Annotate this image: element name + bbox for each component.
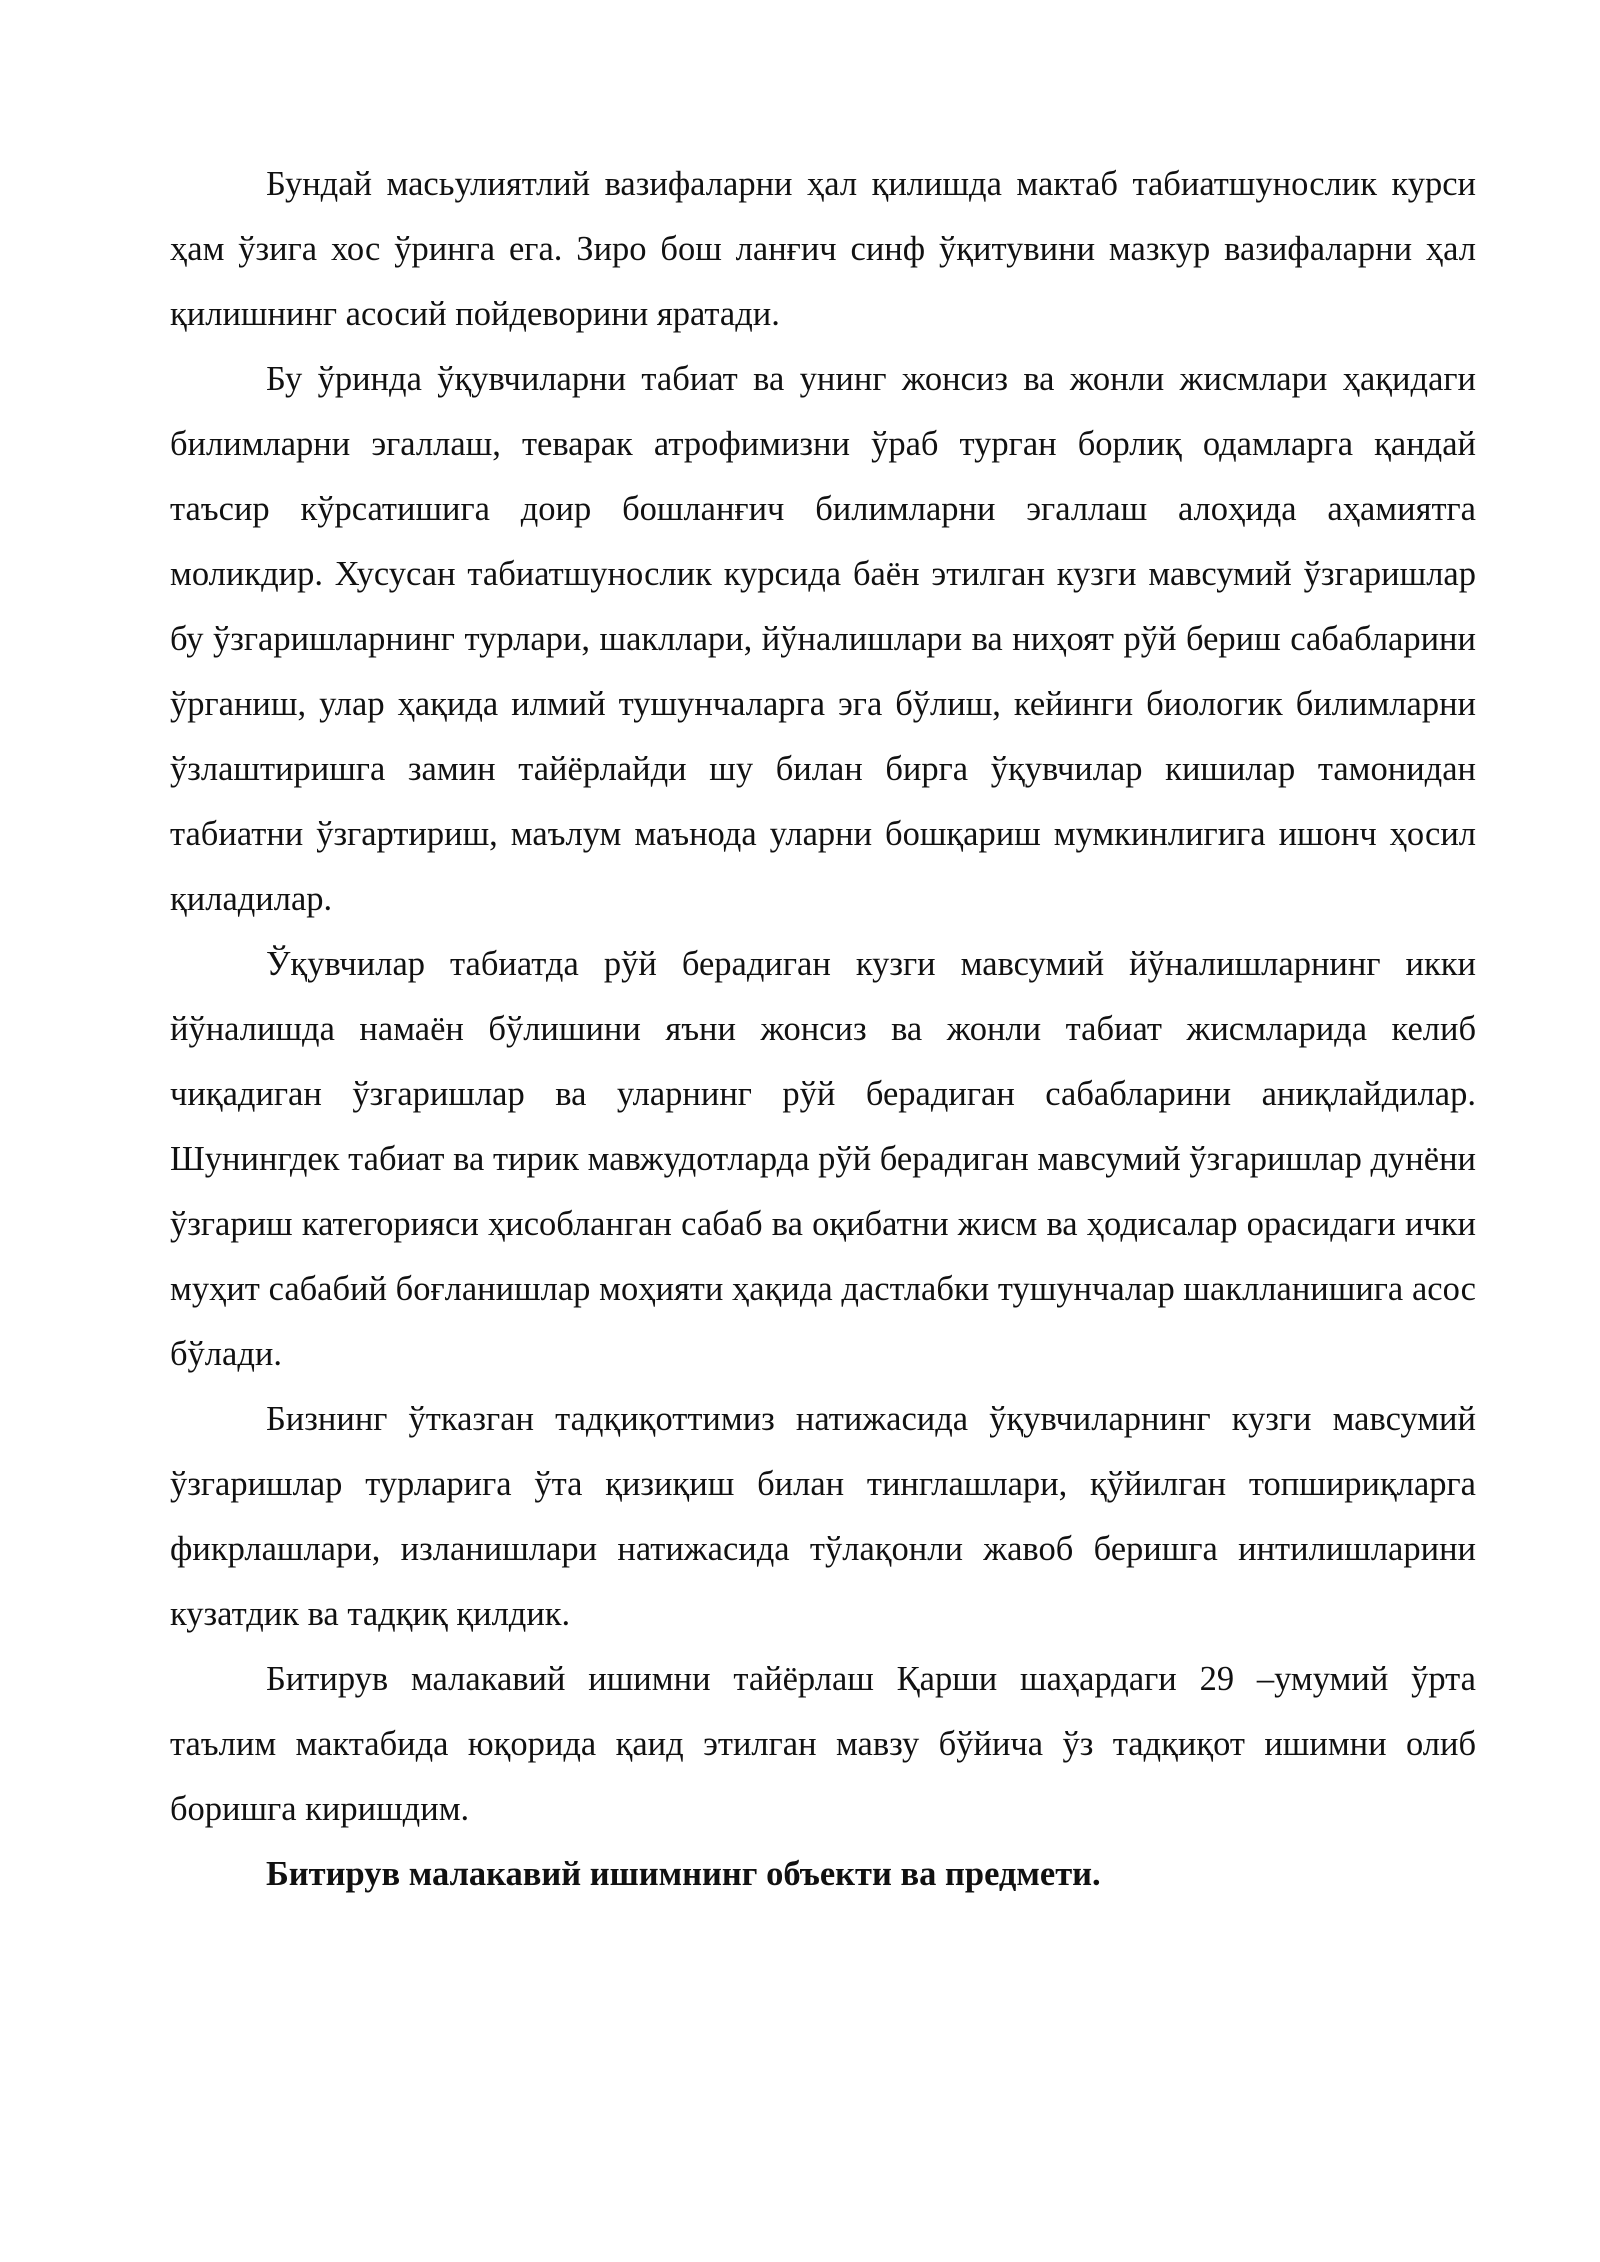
paragraph-2: Бу ўринда ўқувчиларни табиат ва унинг жонсиз ва жонли жисмлари ҳақидаги билимларни эгаллаш, теварак атрофимизни ўраб турган борлиқ одамларга қандай таъсир кўрсатишига доир бошланғич билимларни эгаллаш алоҳида аҳамиятга моликдир. Хусусан табиатшунослик курсида баён этилган кузги мавсумий ўзгаришлар бу ўзгаришларнинг турлари, шакллари, йўналишлари ва ниҳоят рўй бериш сабабларини ўрганиш, улар ҳақида илмий тушунчаларга эга бўлиш, кейинги биологик билимларни ўзлаштиришга замин тайёрлайди шу билан бирга ўқувчилар кишилар тамонидан табиатни ўзгартириш, маълум маънода уларни бошқариш мумкинлигига ишонч ҳосил қиладилар. xyxy=(170,360,1476,918)
section-heading: Битирув малакавий ишимнинг объекти ва предмети. xyxy=(266,1855,1101,1893)
paragraph-1: Бундай масьулиятлий вазифаларни ҳал қилишда мактаб табиатшунослик курси ҳам ўзига хос ўринга ега. Зиро бош ланғич синф ўқитувини мазкур вазифаларни ҳал қилишнинг асосий пойдеворини яратади. xyxy=(170,165,1476,333)
document-page xyxy=(170,152,1476,1907)
paragraph-5: Битирув малакавий ишимни тайёрлаш Қарши шаҳардаги 29 –умумий ўрта таълим мактабида юқорида қаид этилган мавзу бўйича ўз тадқиқот ишимни олиб боришга киришдим. xyxy=(170,1660,1476,1828)
paragraph-3: Ўқувчилар табиатда рўй берадиган кузги мавсумий йўналишларнинг икки йўналишда намаён бўлишини яъни жонсиз ва жонли табиат жисмларида келиб чиқадиган ўзгаришлар ва уларнинг рўй берадиган сабабларини аниқлайдилар. Шунингдек табиат ва тирик мавжудотларда рўй берадиган мавсумий ўзгаришлар дунёни ўзгариш категорияси ҳисобланган сабаб ва оқибатни жисм ва ҳодисалар орасидаги ички муҳит сабабий боғланишлар моҳияти ҳақида дастлабки тушунчалар шаклланишига асос бўлади. xyxy=(170,945,1476,1373)
paragraph-4: Бизнинг ўтказган тадқиқоттимиз натижасида ўқувчиларнинг кузги мавсумий ўзгаришлар турларига ўта қизиқиш билан тинглашлари, қўйилган топшириқларга фикрлашлари, изланишлари натижасида тўлақонли жавоб беришга интилишларини кузатдик ва тадқиқ қилдик. xyxy=(170,1400,1476,1633)
